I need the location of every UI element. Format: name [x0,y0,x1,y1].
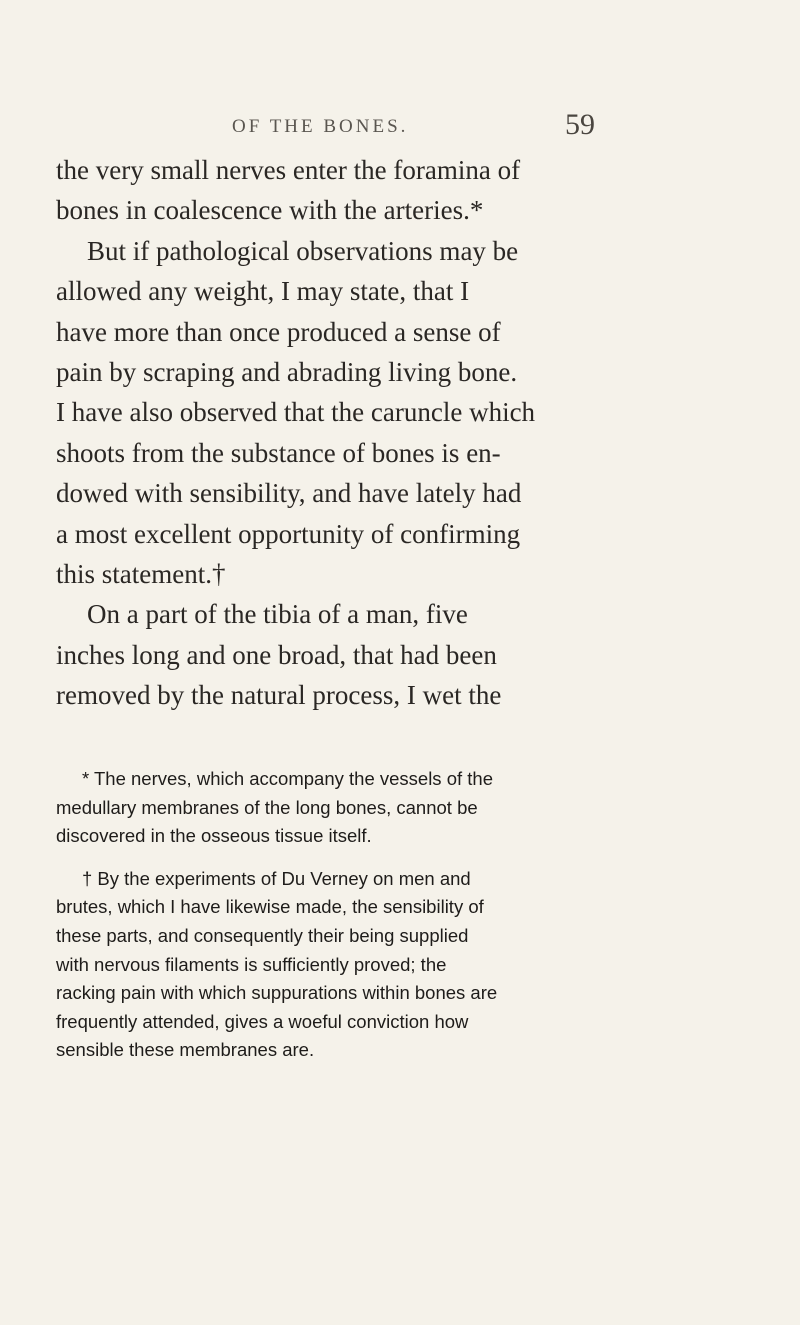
body-line: removed by the natural process, I wet the [56,680,502,711]
running-title: OF THE BONES. [232,116,409,137]
footnote-line: discovered in the osseous tissue itself. [56,825,372,847]
body-line: this statement.† [56,558,226,589]
footnote-line: † By the experiments of Du Verney on men and [82,867,471,889]
footnote-line: sensible these membranes are. [56,1039,315,1061]
body-line: On a part of the tibia of a man, five [87,599,468,630]
body-line: have more than once produced a sense of [56,316,501,347]
body-line: shoots from the substance of bones is en- [56,437,501,468]
page-number: 59 [565,108,595,141]
body-line: allowed any weight, I may state, that I [56,276,470,307]
footnotes [56,765,756,1065]
footnote-line: medullary membranes of the long bones, cannot be [56,796,478,818]
footnote-line: racking pain with which suppurations within bones are [56,982,498,1004]
footnote-gap [56,851,756,865]
footnote-asterisk [56,765,756,851]
footnote-dagger [56,865,756,1065]
footnote-line: frequently attended, gives a woeful conviction how [56,1010,469,1032]
body-line: But if pathological observations may be [87,235,519,266]
running-head [0,108,800,142]
body-text [56,150,756,715]
footnote-line: brutes, which I have likewise made, the sensibility of [56,896,484,918]
body-line: dowed with sensibility, and have lately had [56,478,522,509]
body-line: a most excellent opportunity of confirming [56,518,521,549]
footnote-line: * The nerves, which accompany the vessels of the [82,768,493,789]
footnote-line: with nervous filaments is sufficiently proved; the [56,953,447,975]
body-line: inches long and one broad, that had been [56,639,497,670]
body-line: I have also observed that the caruncle which [56,397,536,428]
footnote-line: these parts, and consequently their being supplied [56,924,469,946]
body-line: pain by scraping and abrading living bone. [56,356,518,387]
body-line: the very small nerves enter the foramina of [56,155,521,185]
body-line: bones in coalescence with the arteries.* [56,195,484,226]
